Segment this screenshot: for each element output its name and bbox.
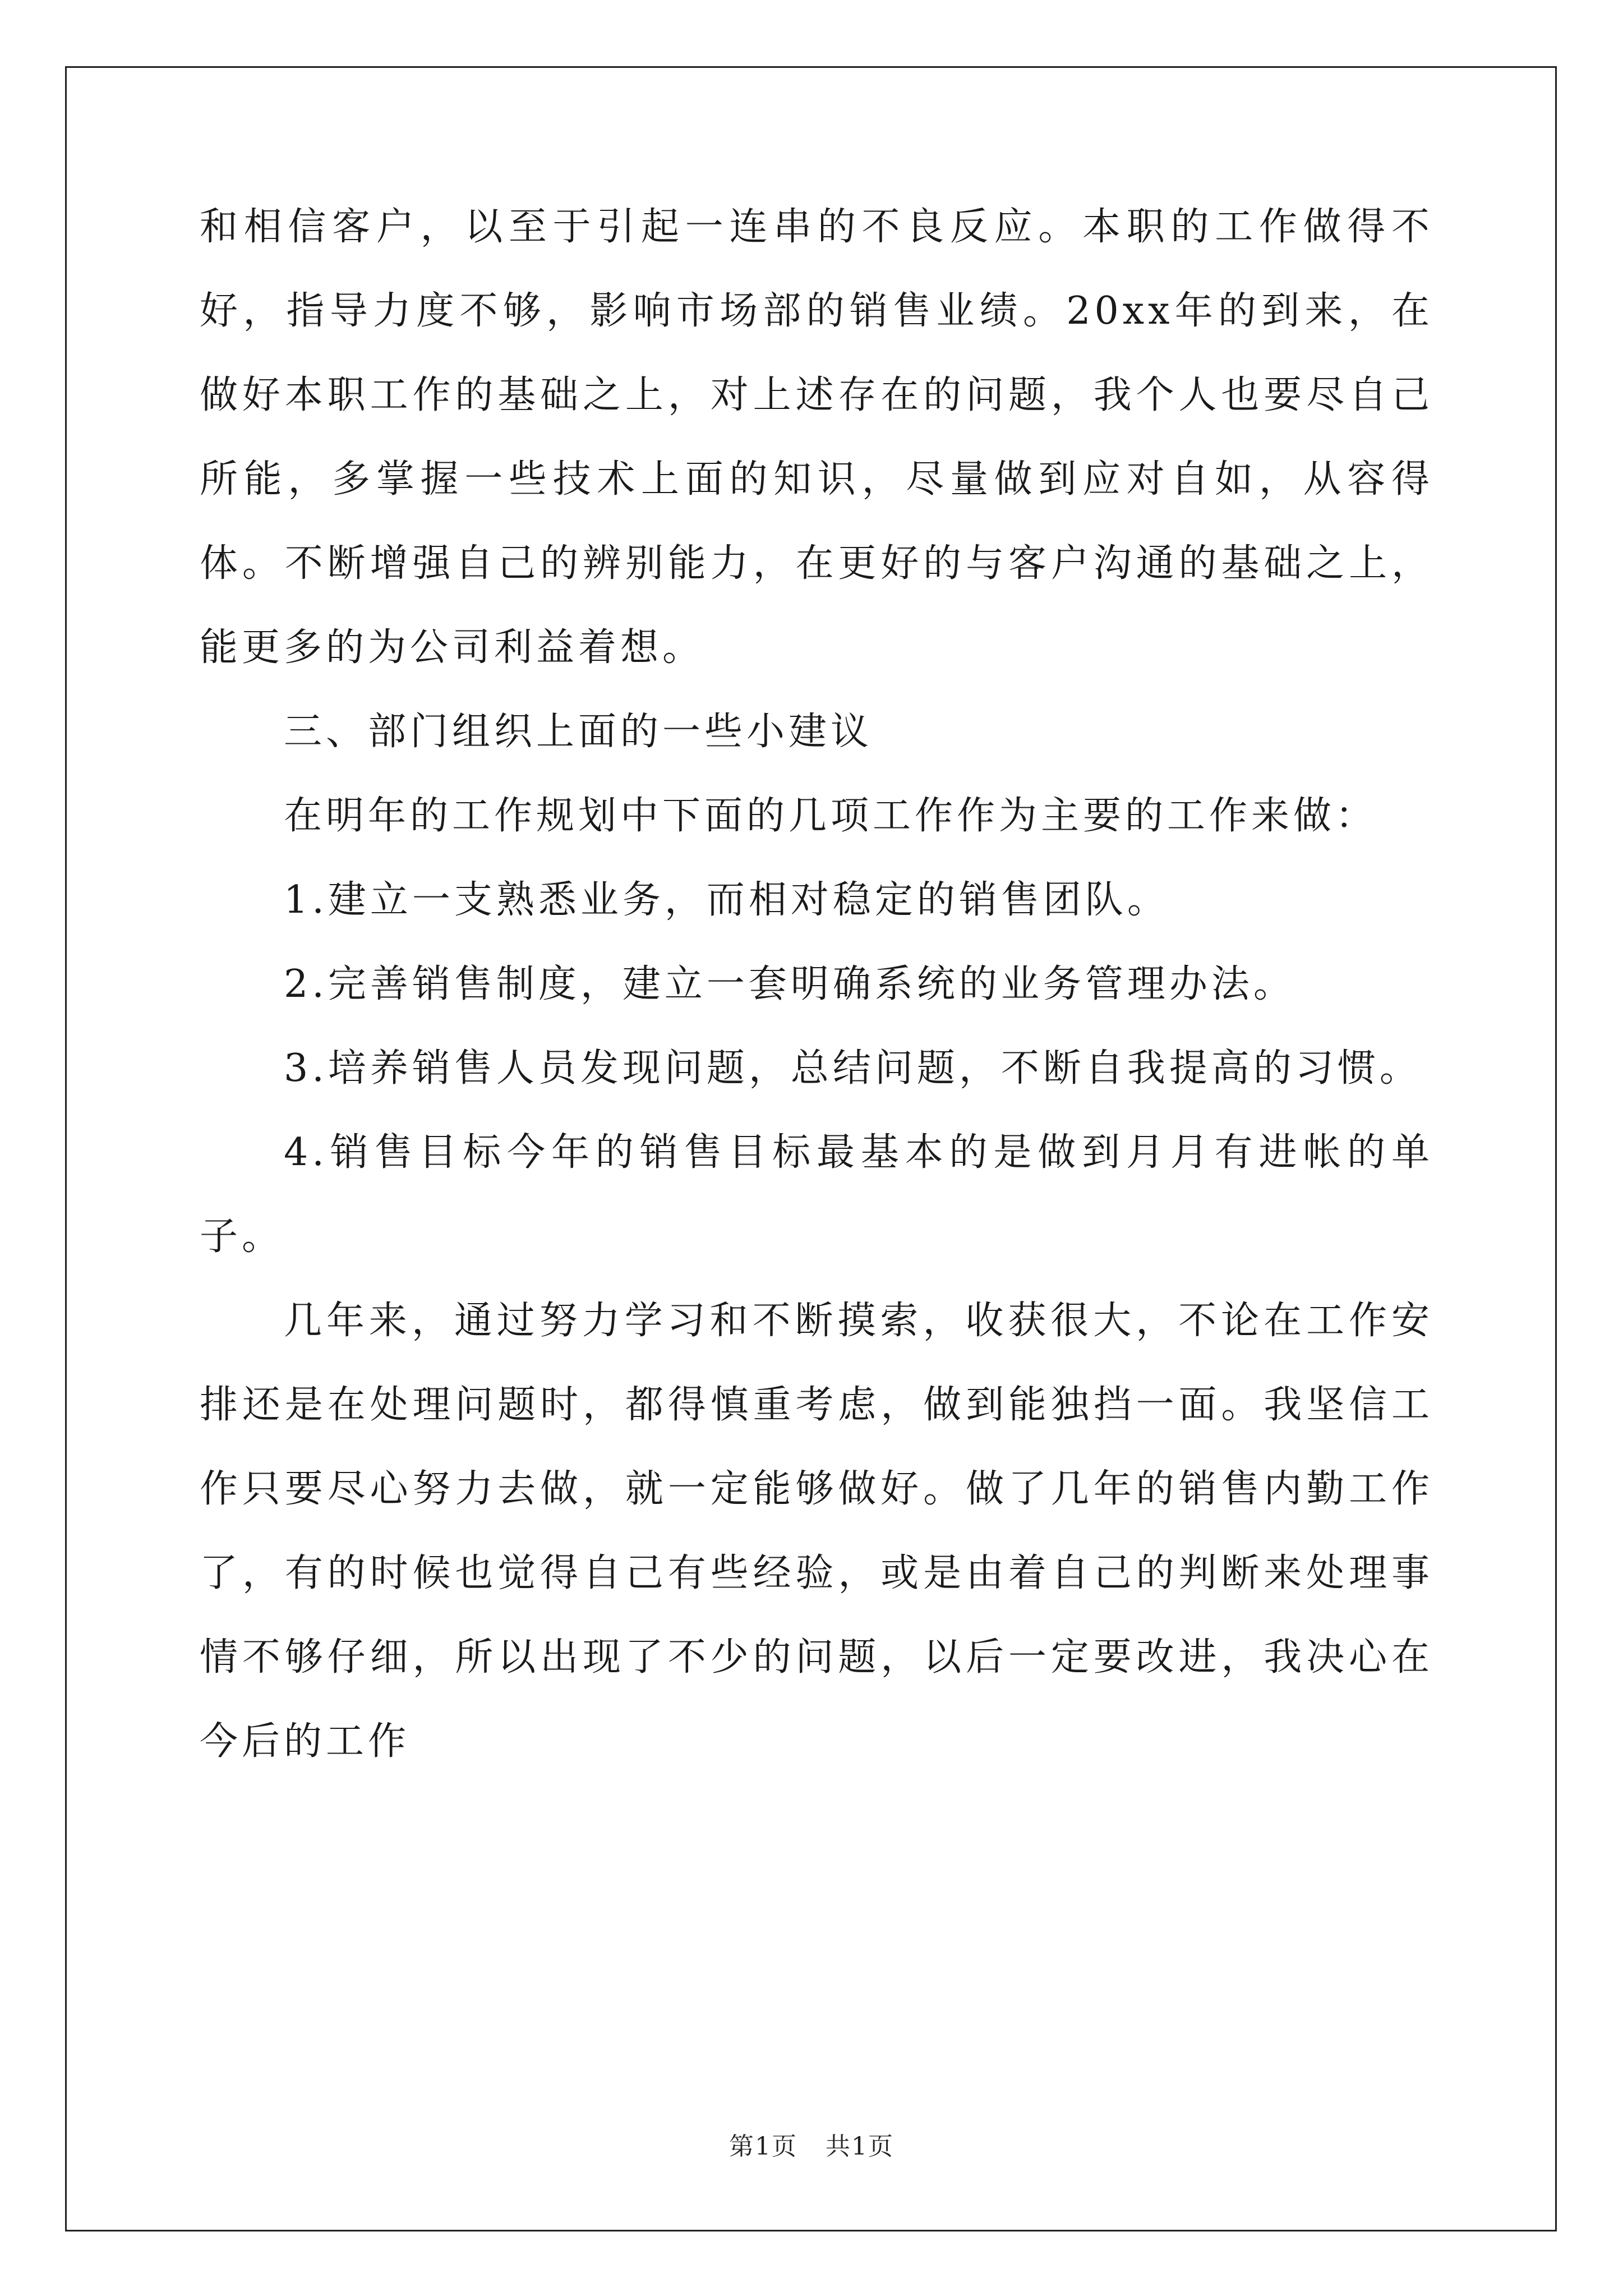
list-item-3: 3.培养销售人员发现问题，总结问题，不断自我提高的习惯。 (284, 1046, 1422, 1091)
section-heading: 三、部门组织上面的一些小建议 (284, 710, 873, 754)
list-item-4: 4.销售目标今年的销售目标最基本的是做到月月有进帐的单子。 (200, 1130, 1433, 1259)
page-total: 共1页 (826, 2132, 894, 2161)
page-number: 第1页 (729, 2132, 797, 2161)
page-footer (0, 2126, 1623, 2162)
paragraph-summary: 几年来，通过努力学习和不断摸索，收获很大，不论在工作安排还是在处理问题时，都得慎重考虑，做到能独挡一面。我坚信工作只要尽心努力去做，就一定能够做好。做了几年的销售内勤工作了，有的时候也觉得自己有些经验，或是由着自己的判断来处理事情不够仔细，所以出现了不少的问题，以后一定要改进，我决心在今后的工作 (200, 1299, 1433, 1764)
document-body (200, 185, 1433, 1784)
list-item-2: 2.完善销售制度，建立一套明确系统的业务管理办法。 (284, 962, 1295, 1006)
paragraph-continuation: 和相信客户，以至于引起一连串的不良反应。本职的工作做得不好，指导力度不够，影响市场部的销售业绩。20xx年的到来，在做好本职工作的基础之上，对上述存在的问题，我个人也要尽自己所能，多掌握一些技术上面的知识，尽量做到应对自如，从容得体。不断增强自己的辨别能力，在更好的与客户沟通的基础之上，能更多的为公司利益着想。 (200, 205, 1433, 670)
paragraph-intro: 在明年的工作规划中下面的几项工作作为主要的工作来做： (284, 794, 1378, 838)
list-item-1: 1.建立一支熟悉业务，而相对稳定的销售团队。 (284, 878, 1169, 922)
